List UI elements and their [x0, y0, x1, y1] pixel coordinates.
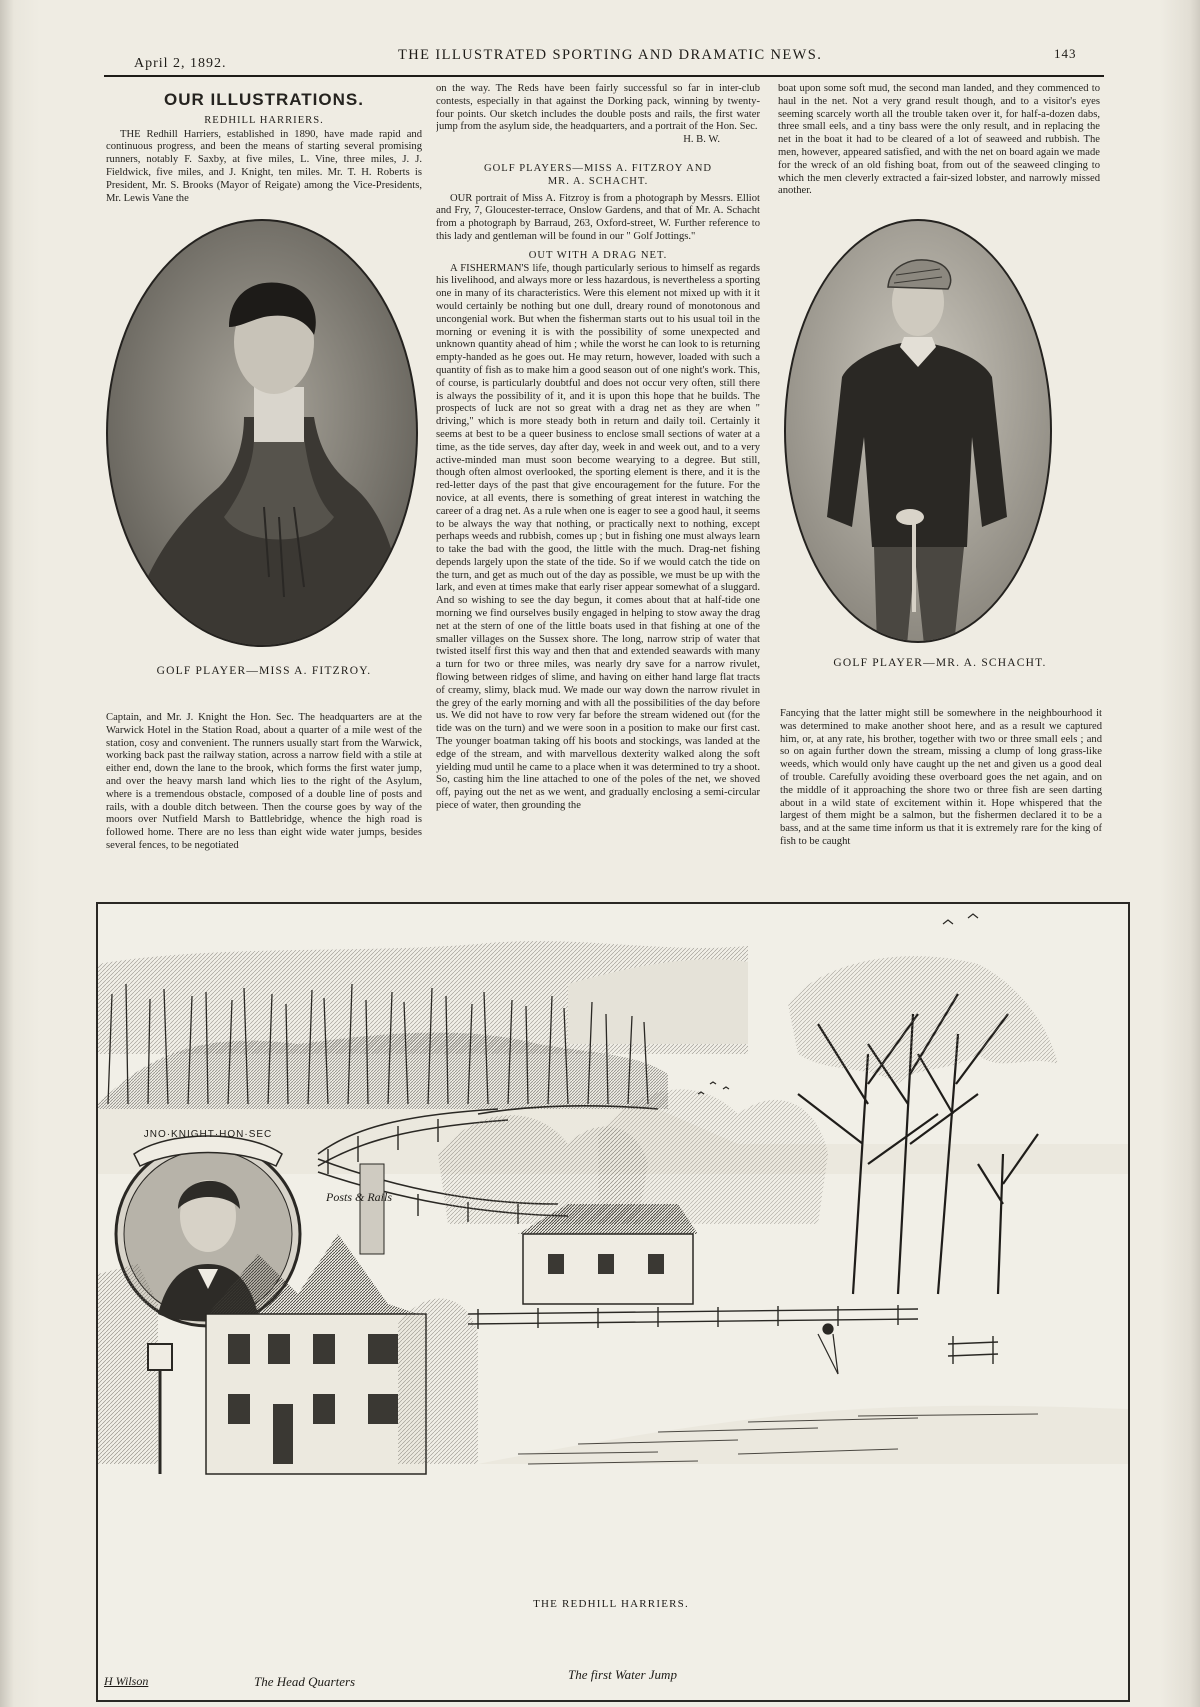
redhill-subheading: REDHILL HARRIERS. — [204, 114, 324, 126]
signature: H. B. W. — [683, 134, 720, 146]
engraving-caption: THE REDHILL HARRIERS. — [533, 1598, 689, 1610]
label-first-water-jump: The first Water Jump — [568, 1667, 677, 1682]
redhill-paragraph-3: on the way. The Reds have been fairly successful so far in inter-club contests, especially in that against the Dorking pack, winning by twenty-four points. Our sketch includes the double posts and rails, the first water jump from the asylum side, the headquarters, and a portrait of the Hon. Sec. — [436, 83, 760, 133]
column-1-top — [106, 92, 422, 212]
publication-title: THE ILLUSTRATED SPORTING AND DRAMATIC NEWS. — [398, 47, 823, 63]
drag-net-paragraph-2: boat upon some soft mud, the second man landed, and they commenced to haul in the net. Not a very grand result though, and to a visitor's eyes seeming scarcely worth all the trouble taken over it, for half-a-dozen dabs, three small eels, and a tiny bass were the only result, and in replacing the net in the boat it had to be cleared of a lot of seaweed and rubbish. The men, however, appeared satisfied, and with the net on board again we made for the wreck of an old fishing boat, from out of the seaweed clinging to which the men cleverly extracted a fair-sized lobster, and narrowly missed another. — [778, 83, 1100, 197]
column-1-bottom — [106, 712, 422, 852]
golf-heading-line2: MR. A. SCHACHT. — [547, 175, 649, 187]
golf-heading-line1: GOLF PLAYERS—MISS A. FITZROY AND — [483, 162, 713, 174]
section-heading: OUR ILLUSTRATIONS. — [164, 92, 364, 109]
portrait-schacht — [782, 217, 1054, 645]
label-posts-rails: Posts & Rails — [326, 1190, 393, 1204]
schacht-caption: GOLF PLAYER—MR. A. SCHACHT. — [833, 657, 1047, 669]
artist-signature: H Wilson — [104, 1674, 149, 1688]
engraving-scene — [98, 904, 1128, 1700]
issue-date: April 2, 1892. — [134, 56, 227, 71]
redhill-paragraph-1: THE Redhill Harriers, established in 1890, have made rapid and continuous progress, and been the means of starting several promising runners, notably F. Saxby, at five miles, L. Vine, three miles, J. J. Fieldwick, five miles, and J. Knight, ten miles. Mr. T. H. Roberts is President, Mr. S. Brooks (Mayor of Reigate) among the Vice-Presidents, Mr. Lewis Vane the — [106, 128, 422, 204]
label-head-quarters: The Head Quarters — [254, 1674, 356, 1689]
page-number: 143 — [1054, 46, 1077, 61]
drag-net-paragraph: A FISHERMAN'S life, though particularly serious to himself as regards his livelihood, and always more or less hazardous, is nevertheless a sporting one in many of its characteristics. Were this element not mixed up with it it would certainly be nothing but one dull, dreary round of monotonous and uncongenial work. But when the fisherman starts out to his usual toil in the morning or evening it is with the possibility of some unexpected and unknown quantity ahead of him ; while the worst he can look to is returning empty-handed as he goes out. He may return, however, loaded with such a quantity of fish as to make him a good season out of one night's work. This, of course, is particularly doubtful and does not occur very often, still there is always the possibility of it, and it is upon this hope that he builds. The prospects of luck are not so great with a drag net as they are when " driving," which is more steady both in return and daily toil. Certainly it seems at best to be a queer business to enclose small sections of water at a time, as the tide serves, day after day, week in and week out, and to a very active-minded man must soon become wearying to a degree. But still, though often almost overlooked, the sporting element is there, and it is the red-letter days of the past that give encouragement for the future. For the novice, at all events, there is something of great interest in watching the career of a drag net. As a rule when one is eager to see a good haul, it seems to be always the way that nothing, or practically next to nothing, except perhaps weeds and rubbish, comes up ; but in fishing one must always learn to take the bad with the good, the little with the much. Drag-net fishing depends largely upon the state of the tide. So if we would catch the tide on the turn, and get as much out of the day as possible, we must be up with the lark, and even at times make that early riser appear somewhat of a sluggard. And so wishing to see the day begun, it comes about that at half-tide one morning we find ourselves busily engaged in helping to stow away the drag net at the stern of one of the little boats used in that fishing at one of the smaller villages on the Sussex shore. The long, narrow strip of water that twisted itself first this way and then that and extended seawards with many a turn for two or three miles, was nearly dry save for a narrow rivulet, flowing between ridges of slime, and having on either hand large flat tracts of creamy, slimy, black mud. We made our way down the narrow rivulet in the grey of the early morning and with all the possibilities of the day before us. We did not have to row very far before the stream widened out (for the tide was on the turn) and we were soon in a position to make our first cast. The younger boatman taking off his boots and stockings, was landed at the edge of the stream, and with marvellous dexterity walked along the soft yielding mud until he came to a place when it was determined to try a shoot. So, casting him the line attached to one of the poles of the net, we shoved off, paying out the net as we went, and gradually enclosing a semi-circular piece of water, then grounding the — [436, 262, 760, 812]
drag-net-heading: OUT WITH A DRAG NET. — [528, 249, 668, 261]
header-rule — [104, 75, 1104, 77]
fitzroy-caption: GOLF PLAYER—MISS A. FITZROY. — [156, 665, 372, 677]
redhill-paragraph-2: Captain, and Mr. J. Knight the Hon. Sec. The headquarters are at the Warwick Hotel in the Station Road, about a quarter of a mile west of the station, cosy and convenient. The runners usually start from the Warwick, working back past the railway station, across a narrow field with a stile at either end, down the lane to the brook, which forms the first water jump, and over the heavy marsh land which lies to the right of the Asylum, where is a tremendous obstacle, composed of a double line of posts and rails, with a double ditch between. Then the course goes by way of the moors over Nutfield Marsh to Battlebridge, whence the high road is followed home. There are no less than eight wide water jumps, besides several fences, to be negotiated — [106, 712, 422, 851]
engraving-frame — [96, 902, 1130, 1702]
golf-paragraph: OUR portrait of Miss A. Fitzroy is from a photograph by Messrs. Elliot and Fry, 7, Gloucester-terrace, Onslow Gardens, and that of Mr. A. Schacht from a photograph by Barraud, 263, Oxford-street, W. Further reference to this lady and gentleman will be found in our " Golf Jottings." — [436, 192, 760, 242]
column-3-top — [778, 83, 1100, 213]
medallion-banner: JNO·KNIGHT·HON·SEC — [143, 1129, 273, 1140]
portrait-fitzroy — [104, 217, 420, 649]
column-3-bottom — [780, 708, 1102, 856]
drag-net-paragraph-3: Fancying that the latter might still be somewhere in the neighbourhood it was determined to make another shoot here, and as a result we captured him, or, at any rate, his brother, together with two or three small eels ; and so on again further down the stream, missing a clump of long grass-like weeds, which would only have caught up the net and given us a good deal of trouble. Carefully avoiding these overboard goes the net again, and on the middle of it approaching the shore two or three fish are seen darting about in a wild state of excitement within it. Hope whispered that the largest of them might be a salmon, but the fishermen declared it to be a bass, and at the same time inform us that it is extremely rare for the king of fish to be caught — [780, 708, 1102, 847]
column-2 — [436, 83, 760, 855]
